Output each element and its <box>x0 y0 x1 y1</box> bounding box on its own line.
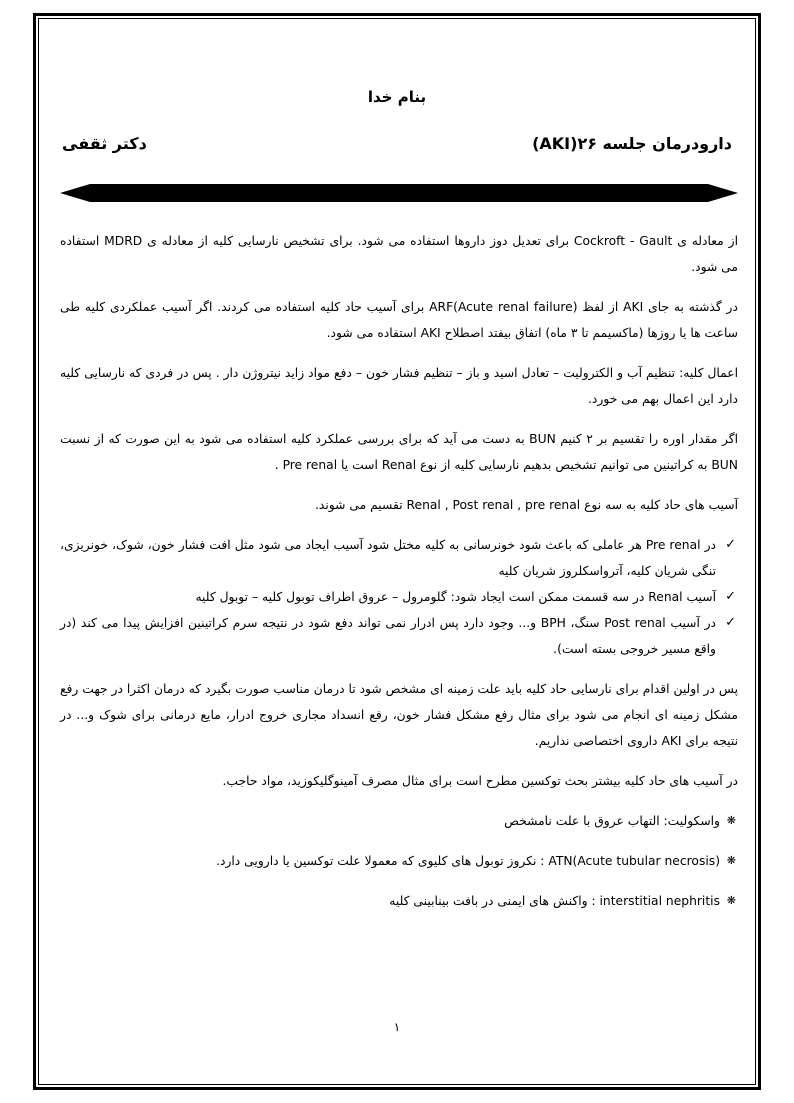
asterisk-bullet-icon: ❋ <box>726 894 736 907</box>
paragraph: در آسیب های حاد کلیه بیشتر بحث توکسین مطرح است برای مثال مصرف آمینوگلیکوزید، مواد حاجب. <box>222 774 738 788</box>
document-title: دارودرمان جلسه ۲۶(AKI) <box>532 134 732 153</box>
paragraph: اعمال کلیه: تنظیم آب و الکترولیت – تعادل اسید و باز – تنظیم فشار خون – دفع مواد زاید نیتروژن دار . پس در فردی که نارسایی کلیه دارد این اعمال بهم می خورد. <box>60 366 738 406</box>
author-name: دکتر ثقفی <box>62 134 147 153</box>
list-item-text: واسکولیت: التهاب عروق با علت نامشخص <box>504 814 720 828</box>
paragraph: پس در اولین اقدام برای نارسایی حاد کلیه باید علت زمینه ای مشخص شود تا درمان مناسب صورت بگیرد که درمان اکثرا در جهت رفع مشکل زمینه ای انجام می شود برای مثال رفع مشکل فشار خون، رفع انسداد مجاری خروج ادرار، مایع درمانی برای شوک و... در نتیجه برای AKI داروی اختصاصی نداریم. <box>60 682 738 748</box>
list-item <box>60 888 736 914</box>
page-number: ۱ <box>393 1020 401 1034</box>
paragraph: از معادله ی Cockroft - Gault برای تعدیل دوز داروها استفاده می شود. برای تشخیص نارسایی کلیه از معادله ی MDRD استفاده می شود. <box>60 234 738 274</box>
checkmark-icon: ✓ <box>725 589 736 604</box>
list-item-text: (ATN(Acute tubular necrosis : نکروز توبول های کلیوی که معمولا علت توکسین یا دارویی دارد. <box>216 854 720 868</box>
list-item <box>60 610 736 662</box>
renal-damage-causes-list <box>60 808 738 914</box>
list-item-text: در Pre renal هر عاملی که باعث شود خونرسانی به کلیه مختل شود آسیب ایجاد می شود مثل افت فشار خون، شوک، خونریزی، تنگی شریان کلیه، آترواسکلروز شریان کلیه <box>60 538 716 578</box>
list-item <box>60 532 736 584</box>
asterisk-bullet-icon: ❋ <box>726 814 736 827</box>
header-divider-band <box>60 184 738 202</box>
checkmark-icon: ✓ <box>725 615 736 630</box>
asterisk-bullet-icon: ❋ <box>726 854 736 867</box>
document-body <box>60 228 738 928</box>
list-item-text: در آسیب Post renal سنگ، BPH و... وجود دارد پس ادرار نمی تواند دفع شود در نتیجه سرم کراتینین افزایش پیدا می کند (در واقع مسیر خروجی بسته است). <box>60 616 716 656</box>
list-item <box>60 848 736 874</box>
list-item-text: interstitial nephritis : واکنش های ایمنی در بافت بینابینی کلیه <box>389 894 720 908</box>
paragraph: اگر مقدار اوره را تقسیم بر ۲ کنیم BUN به دست می آید که برای بررسی عملکرد کلیه استفاده می شود به این صورت که از نسبت BUN به کراتینین می توانیم تشخیص بدهیم نارسایی کلیه از نوع Renal است یا Pre renal . <box>60 432 739 472</box>
list-item <box>60 584 736 610</box>
paragraph: در گذشته به جای AKI از لفظ (ARF(Acute renal failure برای آسیب حاد کلیه استفاده می کردند. اگر آسیب عملکردی کلیه طی ساعت ها یا روزها (ماکسیمم تا ۳ ماه) اتفاق بیفتد اصطلاح AKI استفاده می شود. <box>60 300 738 340</box>
list-item <box>60 808 736 834</box>
aki-types-list <box>60 532 738 662</box>
checkmark-icon: ✓ <box>725 537 736 552</box>
paragraph: آسیب های حاد کلیه به سه نوع Renal , Post renal , pre renal تقسیم می شوند. <box>315 498 738 512</box>
list-item-text: آسیب Renal در سه قسمت ممکن است ایجاد شود: گلومرول – عروق اطراف توبول کلیه – توبول کلیه <box>195 590 716 604</box>
basmala-heading: بنام خدا <box>367 88 427 106</box>
